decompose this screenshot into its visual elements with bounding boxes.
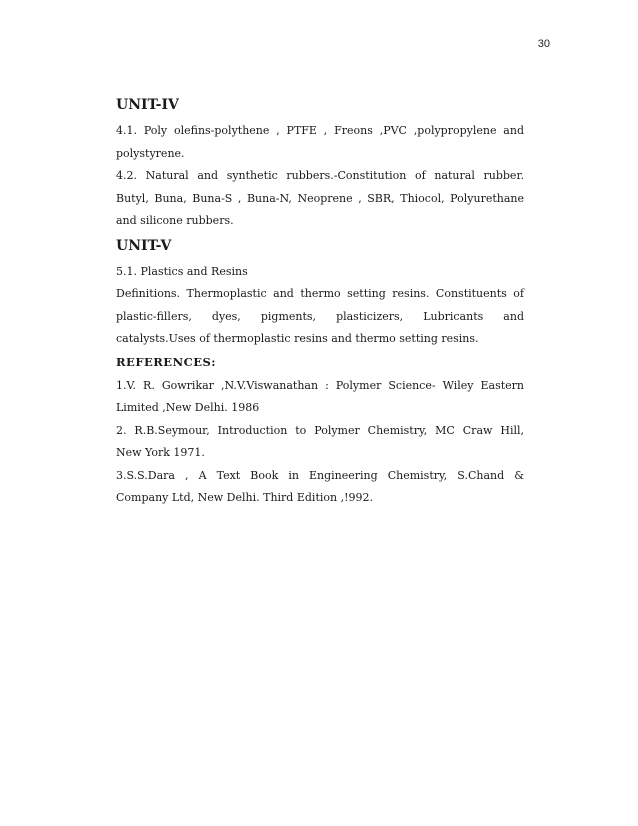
unit-iv-item-1-line-1: 4.1. Poly olefins-polythene , PTFE , Freons ,PVC ,polypropylene and bbox=[116, 124, 524, 137]
references-heading: REFERENCES: bbox=[116, 354, 217, 369]
unit-v-item-1: 5.1. Plastics and Resins bbox=[116, 264, 248, 278]
reference-1-line-1: 1.V. R. Gowrikar ,N.V.Viswanathan : Polymer Science- Wiley Eastern bbox=[116, 378, 524, 392]
unit-iv-item-2-line-2: Butyl, Buna, Buna-S , Buna-N, Neoprene , SBR, Thiocol, Polyurethane bbox=[116, 191, 524, 205]
unit-iv-heading: UNIT-IV bbox=[116, 97, 179, 113]
page-number: 30 bbox=[537, 38, 550, 50]
unit-v-definitions-line-1: Definitions. Thermoplastic and thermo setting resins. Constituents of bbox=[116, 287, 524, 300]
unit-iv-item-1-line-2: polystyrene. bbox=[116, 146, 185, 160]
reference-2-line-1: 2. R.B.Seymour, Introduction to Polymer Chemistry, MC Craw Hill, bbox=[116, 423, 524, 437]
unit-iv-item-2-line-1: 4.2. Natural and synthetic rubbers.-Constitution of natural rubber. bbox=[116, 169, 524, 182]
reference-1-line-2: Limited ,New Delhi. 1986 bbox=[116, 401, 260, 414]
unit-iv-item-2-line-3: and silicone rubbers. bbox=[116, 214, 234, 227]
unit-v-heading: UNIT-V bbox=[116, 237, 172, 254]
unit-v-definitions-line-2: plastic-fillers, dyes, pigments, plasticizers, Lubricants and bbox=[116, 309, 524, 323]
document-body bbox=[116, 96, 524, 510]
reference-3-line-2: Company Ltd, New Delhi. Third Edition ,!992. bbox=[116, 491, 373, 504]
unit-v-definitions-line-3: catalysts.Uses of thermoplastic resins and thermo setting resins. bbox=[116, 332, 479, 345]
reference-3-line-1: 3.S.S.Dara , A Text Book in Engineering Chemistry, S.Chand & bbox=[116, 468, 524, 482]
reference-2-line-2: New York 1971. bbox=[116, 446, 205, 459]
